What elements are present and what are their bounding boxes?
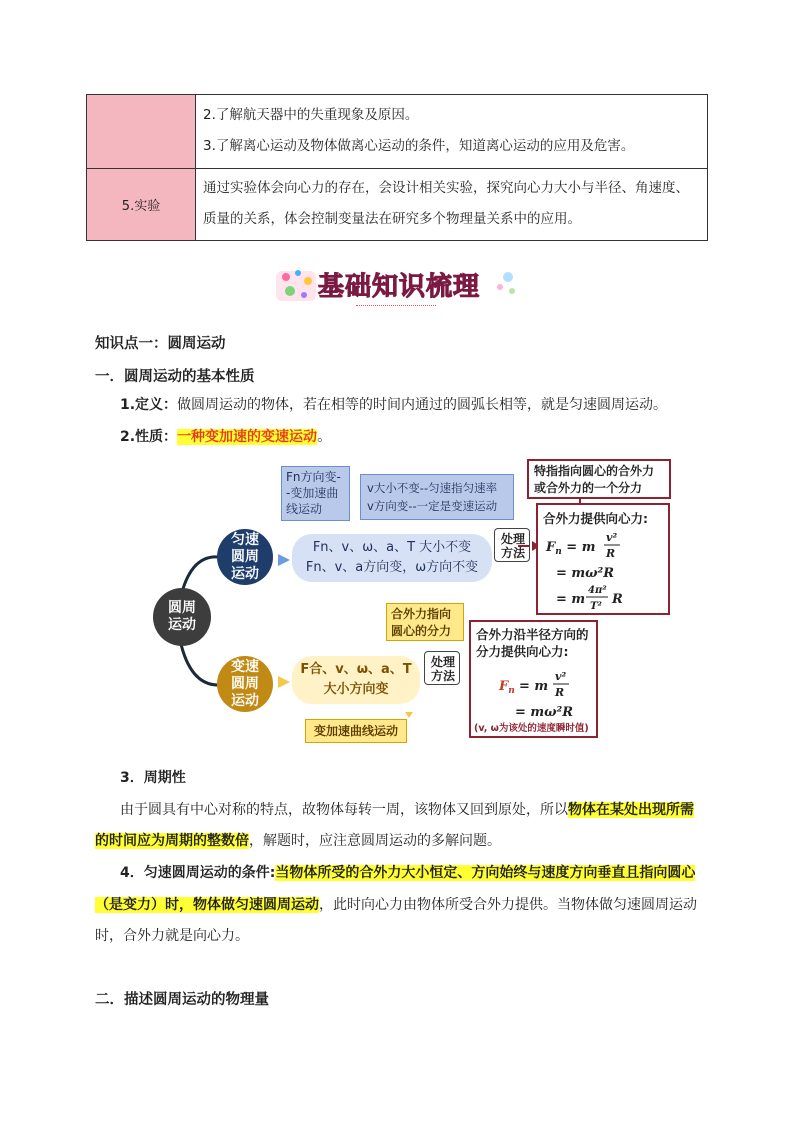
banner-underline (356, 305, 436, 309)
section-heading-2: 二．描述圆周运动的物理量 (95, 992, 269, 1008)
condition-text: ，此时向心力由物体所受合外力提供。当物体做匀速圆周运动 (319, 897, 697, 913)
periodicity-highlight1: 物体在某处出现所需 (568, 802, 694, 818)
process-label-variable (424, 651, 460, 685)
uniform-formula-title: 合外力提供向心力: (543, 511, 648, 526)
condition-paragraph-line2 (95, 889, 710, 921)
svg-text:R: R (606, 547, 616, 560)
table-row (87, 169, 707, 240)
variable-pill-line1: F合、v、ω、a、T (300, 662, 412, 677)
uniform-formula-box (536, 503, 670, 615)
condition-paragraph-line3: 时，合外力就是向心力。 (95, 928, 249, 944)
variable-result-box (305, 719, 407, 743)
svg-text:4π²: 4π² (588, 585, 607, 596)
yellow-note-box (386, 603, 464, 641)
variable-formula-box (469, 620, 598, 738)
periodicity-highlight2: 的时间应为周期的整数倍 (95, 833, 249, 849)
condition-highlight1: 当物体所受的合外力大小恒定、方向始终与速度方向垂直且指向圆心 (275, 865, 696, 881)
table-line: 质量的关系，体会控制变量法在研究多个物理量关系中的应用。 (203, 211, 581, 227)
periodicity-paragraph-line2 (95, 825, 501, 857)
uniform-formula (542, 527, 662, 613)
process-text: 处理方法 (430, 655, 455, 683)
blue-note-v (360, 474, 514, 520)
svg-text:R: R (612, 592, 623, 607)
variable-result-text: 变加速曲线运动 (313, 724, 398, 738)
nature-end: 。 (317, 429, 332, 445)
variable-formula (475, 664, 595, 720)
periodicity-title: 3．周期性 (120, 770, 186, 786)
uniform-pill-line2: Fn、v、a方向变，ω方向不变 (305, 560, 479, 575)
section-heading: 一．圆周运动的基本性质 (95, 369, 255, 385)
uniform-node-label: 匀速圆周运动 (231, 531, 259, 582)
svg-text:= m: = m (519, 679, 549, 694)
condition-paragraph-line1 (120, 857, 710, 889)
svg-text:= m: = m (556, 592, 586, 607)
svg-text:R: R (555, 686, 565, 699)
blue-note-fn-text: Fn方向变--变加速曲线运动 (286, 470, 341, 516)
nature-label: 2.性质： (120, 429, 178, 445)
blue-note-v-line1: v大小不变--匀速指匀速率 (367, 481, 498, 495)
table-content-cell (203, 100, 701, 162)
table-label-cell (87, 95, 196, 168)
table-label-cell: 5.实验 (87, 169, 196, 240)
special-note-box (527, 459, 671, 499)
blue-note-fn (281, 466, 350, 521)
svg-text:T²: T² (590, 601, 602, 612)
periodicity-paragraph-line1 (120, 794, 700, 826)
root-node (153, 588, 211, 646)
nature-paragraph (120, 421, 331, 453)
condition-highlight2: （是变力）时，物体做匀速圆周运动 (95, 897, 319, 913)
svg-text:v²: v² (555, 670, 567, 683)
table-row (87, 95, 707, 169)
condition-title: 4．匀速圆周运动的条件: (120, 865, 276, 881)
svg-text:v²: v² (606, 531, 618, 544)
table-line: 3.了解离心运动及物体做离心运动的条件，知道离心运动的应用及危害。 (203, 138, 635, 154)
uniform-node (217, 529, 273, 585)
table-line: 2.了解航天器中的失重现象及原因。 (203, 107, 419, 123)
svg-text:Fn = m: $F_n = m$ (546, 540, 596, 557)
variable-note: (v, ω为该处的速度瞬时值) (474, 723, 589, 734)
uniform-pill-line1: Fn、v、ω、a、T 大小不变 (312, 540, 472, 555)
yellow-note-text: 合外力指向圆心的分力 (391, 607, 452, 638)
objectives-table (86, 94, 708, 241)
variable-node-label: 变速圆周运动 (231, 658, 259, 709)
variable-formula-title: 合外力沿半径方向的分力提供向心力: (476, 627, 589, 659)
svg-text:= mω²R: = mω²R (556, 566, 615, 581)
definition-text: 做圆周运动的物体，若在相等的时间内通过的圆弧长相等，就是匀速圆周运动。 (177, 397, 668, 413)
uniform-properties-pill (292, 534, 492, 582)
blue-note-v-line2: v方向变--一定是变速运动 (367, 499, 498, 513)
point-title: 知识点一：圆周运动 (95, 336, 226, 352)
special-note-text: 特指指向圆心的合外力或合外力的一个分力 (534, 464, 655, 495)
periodicity-text-end: ，解题时，应注意圆周运动的多解问题。 (249, 833, 501, 849)
table-content-cell (203, 173, 701, 235)
nature-highlight: 一种变加速的变速运动 (177, 429, 318, 445)
root-node-label: 圆周运动 (168, 600, 196, 633)
periodicity-text: 由于圆具有中心对称的特点，故物体每转一周，该物体又回到原处，所以 (120, 802, 568, 818)
variable-properties-pill (292, 656, 420, 704)
definition-label: 1.定义： (120, 397, 178, 413)
definition-paragraph (120, 389, 667, 421)
svg-text:Fn: $F_n$ (499, 679, 515, 696)
table-line: 通过实验体会向心力的存在，会设计相关实验，探究向心力大小与半径、角速度、 (203, 180, 689, 196)
banner-title: 基础知识梳理 (318, 272, 481, 302)
svg-text:= mω²R: = mω²R (515, 705, 574, 720)
variable-node (217, 656, 273, 712)
variable-pill-line2: 大小方向变 (323, 682, 389, 697)
process-text: 处理方法 (500, 532, 525, 560)
process-label-uniform (494, 528, 530, 562)
